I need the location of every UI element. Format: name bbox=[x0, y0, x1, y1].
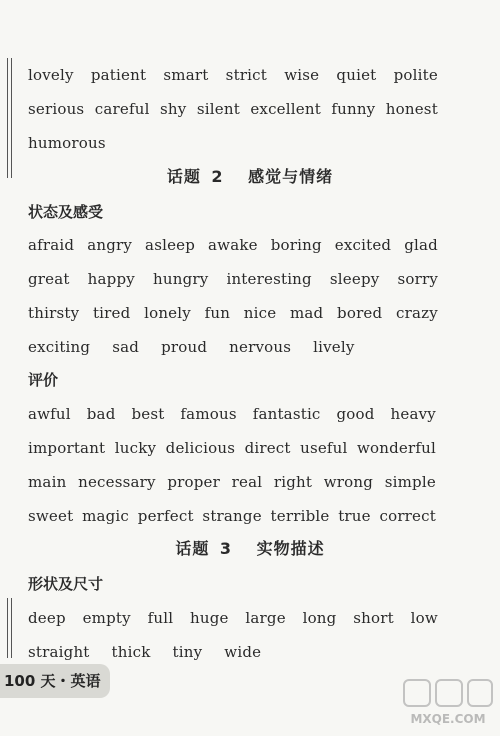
binding-margin-line bbox=[7, 598, 12, 658]
vocab-word: glad bbox=[404, 236, 438, 254]
topic-number: 2 bbox=[211, 167, 224, 186]
vocab-word: happy bbox=[87, 270, 135, 288]
vocab-word: full bbox=[147, 609, 174, 627]
vocab-word: lovely bbox=[28, 66, 74, 84]
watermark-text: MXQE.COM bbox=[410, 712, 486, 726]
vocab-word: proud bbox=[161, 338, 208, 356]
vocab-word: strict bbox=[225, 66, 267, 84]
subheading-shape-size: 形状及尺寸 bbox=[28, 575, 104, 593]
vocab-word: silent bbox=[196, 100, 240, 118]
topic-number: 3 bbox=[219, 539, 233, 558]
vocab-word: honest bbox=[385, 100, 438, 118]
vocab-word: patient bbox=[90, 66, 147, 84]
vocab-word: bad bbox=[86, 405, 116, 423]
word-row bbox=[28, 402, 436, 426]
watermark-logo bbox=[400, 676, 496, 728]
vocab-word: useful bbox=[300, 439, 348, 457]
vocab-word: important bbox=[28, 439, 106, 457]
vocab-word: smart bbox=[163, 66, 209, 84]
vocab-word: proper bbox=[167, 473, 220, 491]
vocab-word: lonely bbox=[144, 304, 191, 322]
word-row bbox=[28, 436, 436, 460]
vocab-word: good bbox=[336, 405, 375, 423]
vocab-word: tiny bbox=[172, 643, 203, 661]
vocab-word: sweet bbox=[28, 507, 74, 525]
word-row bbox=[28, 640, 438, 664]
word-row bbox=[28, 233, 438, 257]
vocab-word: magic bbox=[82, 507, 130, 525]
vocab-word: large bbox=[245, 609, 286, 627]
vocab-word: interesting bbox=[226, 270, 312, 288]
word-row bbox=[28, 470, 436, 494]
word-row bbox=[28, 63, 438, 87]
vocab-word: deep bbox=[28, 609, 66, 627]
topic-label: 话题 bbox=[175, 539, 210, 558]
vocab-word: wrong bbox=[323, 473, 374, 491]
vocab-word: main bbox=[28, 473, 67, 491]
vocab-word: polite bbox=[393, 66, 438, 84]
vocab-word: wise bbox=[284, 66, 320, 84]
vocab-word: short bbox=[353, 609, 394, 627]
vocab-word: thick bbox=[111, 643, 151, 661]
vocab-word: real bbox=[231, 473, 263, 491]
vocab-word: correct bbox=[379, 507, 436, 525]
vocab-word: delicious bbox=[165, 439, 236, 457]
vocab-word: awful bbox=[28, 405, 71, 423]
vocab-word: fun bbox=[204, 304, 231, 322]
vocab-word: funny bbox=[331, 100, 376, 118]
vocab-word: right bbox=[273, 473, 313, 491]
vocab-word: sleepy bbox=[329, 270, 380, 288]
word-row bbox=[28, 606, 438, 630]
topic-title: 实物描述 bbox=[256, 539, 325, 558]
word-row bbox=[28, 131, 438, 155]
vocab-word: low bbox=[410, 609, 438, 627]
vocab-word: long bbox=[302, 609, 337, 627]
word-row bbox=[28, 335, 438, 359]
vocab-word: best bbox=[131, 405, 165, 423]
vocab-word: afraid bbox=[28, 236, 75, 254]
vocab-word: tired bbox=[92, 304, 131, 322]
vocab-word: thirsty bbox=[28, 304, 80, 322]
vocab-word: lucky bbox=[114, 439, 157, 457]
vocab-word: nervous bbox=[229, 338, 292, 356]
vocab-word: sad bbox=[112, 338, 140, 356]
page-footer-label: 100 天・英语 bbox=[0, 664, 110, 698]
vocab-word: excited bbox=[334, 236, 392, 254]
word-row bbox=[28, 267, 438, 291]
vocab-word: asleep bbox=[145, 236, 196, 254]
vocab-word: famous bbox=[180, 405, 237, 423]
vocab-word: nice bbox=[243, 304, 277, 322]
word-row bbox=[28, 504, 436, 528]
vocab-word: perfect bbox=[137, 507, 194, 525]
vocab-word: angry bbox=[87, 236, 133, 254]
vocab-word: heavy bbox=[390, 405, 436, 423]
vocab-word: strange bbox=[202, 507, 262, 525]
vocab-word: great bbox=[28, 270, 70, 288]
vocab-word: crazy bbox=[396, 304, 438, 322]
vocab-word: serious bbox=[28, 100, 85, 118]
vocab-word: exciting bbox=[28, 338, 91, 356]
vocab-word: bored bbox=[337, 304, 383, 322]
vocab-word: hungry bbox=[152, 270, 209, 288]
vocab-word: empty bbox=[82, 609, 131, 627]
vocab-word: true bbox=[338, 507, 371, 525]
vocab-word: terrible bbox=[270, 507, 330, 525]
word-row bbox=[28, 97, 438, 121]
subheading-state-feelings: 状态及感受 bbox=[28, 203, 104, 221]
vocab-word: sorry bbox=[397, 270, 438, 288]
vocab-word: fantastic bbox=[252, 405, 321, 423]
vocab-word: huge bbox=[189, 609, 229, 627]
vocab-word: careful bbox=[94, 100, 150, 118]
vocab-word: wonderful bbox=[357, 439, 436, 457]
vocab-word: awake bbox=[208, 236, 258, 254]
vocab-word: necessary bbox=[78, 473, 156, 491]
vocab-word: simple bbox=[384, 473, 436, 491]
vocab-word: quiet bbox=[336, 66, 377, 84]
word-row bbox=[28, 301, 438, 325]
topic-label: 话题 bbox=[166, 167, 201, 186]
subheading-evaluation: 评价 bbox=[28, 371, 59, 389]
binding-margin-line bbox=[7, 58, 12, 178]
topic-3-heading bbox=[0, 536, 500, 564]
vocab-word: shy bbox=[160, 100, 187, 118]
vocab-word: humorous bbox=[28, 134, 106, 152]
vocab-word: direct bbox=[244, 439, 291, 457]
vocab-word: boring bbox=[270, 236, 322, 254]
vocab-word: wide bbox=[224, 643, 262, 661]
vocab-word: lively bbox=[313, 338, 355, 356]
topic-2-heading bbox=[0, 164, 500, 192]
vocab-word: excellent bbox=[250, 100, 321, 118]
vocab-word: straight bbox=[28, 643, 90, 661]
vocab-word: mad bbox=[289, 304, 324, 322]
topic-title: 感觉与情绪 bbox=[248, 167, 334, 186]
